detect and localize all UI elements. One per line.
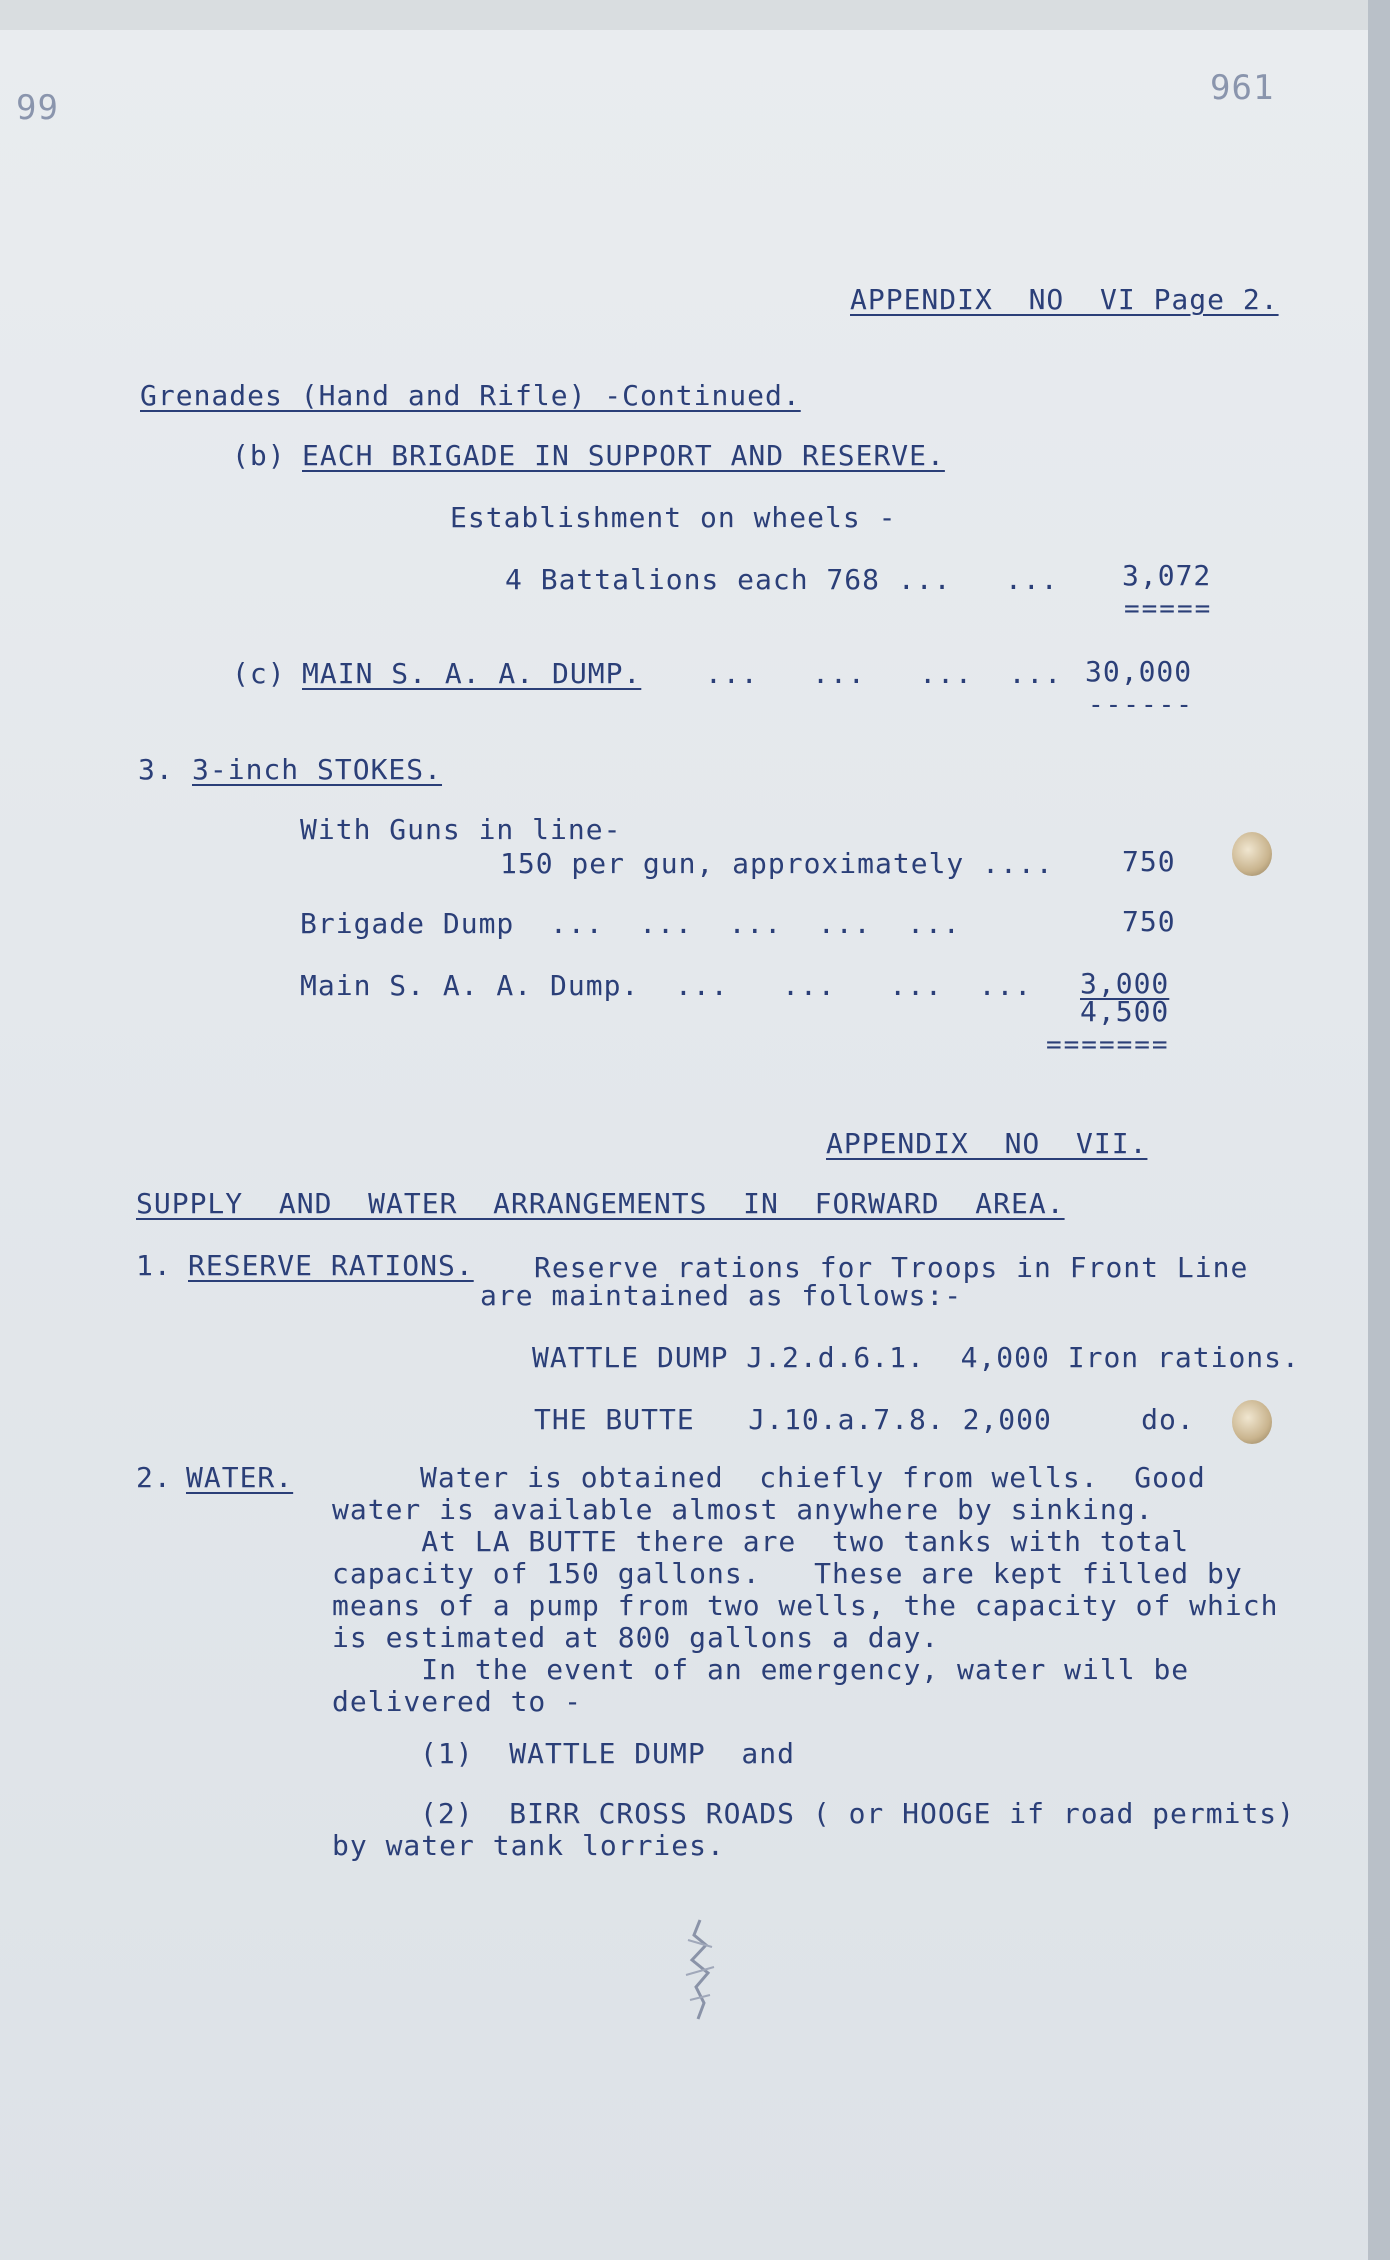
item-c-dots: ... ... ... ... [705, 657, 1063, 690]
main-dump-line: Main S. A. A. Dump. ... ... ... ... [300, 969, 1033, 1002]
water-line-2: water is available almost anywhere by sinking. [332, 1493, 1154, 1526]
water-line-3: At LA BUTTE there are two tanks with total [332, 1525, 1190, 1558]
water-line-1: Water is obtained chiefly from wells. Good [420, 1461, 1206, 1494]
water-line-4: capacity of 150 gallons. These are kept filled by [332, 1557, 1243, 1590]
establishment-text: Establishment on wheels - [450, 501, 897, 534]
guns-line-2: 150 per gun, approximately .... [500, 847, 1054, 880]
reserve-title: RESERVE RATIONS. [188, 1249, 474, 1282]
left-page-number: 99 [16, 88, 59, 128]
battalions-double-rule: ===== [1124, 594, 1213, 624]
water-line-7: In the event of an emergency, water will be [332, 1653, 1190, 1686]
delivery-item-2-cont: by water tank lorries. [332, 1829, 725, 1862]
main-dump-value: 3,000 [1080, 967, 1170, 1000]
brigade-dump-line: Brigade Dump ... ... ... ... ... [300, 907, 961, 940]
item-c-title: MAIN S. A. A. DUMP. [302, 657, 642, 690]
page-edge [1368, 0, 1390, 2260]
appendix-vii-title: SUPPLY AND WATER ARRANGEMENTS IN FORWARD AREA. [136, 1187, 1065, 1220]
reserve-text-1: Reserve rations for Troops in Front Line [534, 1251, 1249, 1284]
item-b-label: (b) [232, 439, 286, 472]
ink-stamp-mark [670, 1915, 730, 2025]
water-line-5: means of a pump from two wells, the capacity of which [332, 1589, 1279, 1622]
brigade-dump-value: 750 [1122, 905, 1176, 938]
guns-value: 750 [1122, 845, 1176, 878]
item-c-label: (c) [232, 657, 286, 690]
water-title: WATER. [186, 1461, 294, 1494]
guns-line-1: With Guns in line- [300, 813, 622, 846]
grenades-subtitle: Grenades (Hand and Rifle) -Continued. [140, 379, 801, 412]
stokes-total-value: 4,500 [1080, 995, 1170, 1028]
delivery-item-1: (1) WATTLE DUMP and [420, 1737, 796, 1770]
item-c-rule: ------ [1088, 690, 1194, 720]
the-butte-line: THE BUTTE J.10.a.7.8. 2,000 do. [534, 1403, 1195, 1436]
item-c-value: 30,000 [1085, 655, 1193, 688]
right-page-number: 961 [1210, 68, 1275, 108]
battalions-value: 3,072 [1122, 559, 1212, 592]
reserve-text-2: are maintained as follows:- [480, 1279, 963, 1312]
punch-hole-upper [1232, 832, 1272, 876]
stokes-total-rule: ======= [1046, 1030, 1170, 1060]
reserve-number: 1. [136, 1249, 172, 1282]
stokes-title: 3-inch STOKES. [192, 753, 443, 786]
stokes-number: 3. [138, 753, 174, 786]
water-number: 2. [136, 1461, 172, 1494]
wattle-dump-line: WATTLE DUMP J.2.d.6.1. 4,000 Iron rations. [532, 1341, 1300, 1374]
delivery-item-2: (2) BIRR CROSS ROADS ( or HOOGE if road permits) [420, 1797, 1296, 1830]
water-line-8: delivered to - [332, 1685, 583, 1718]
battalions-line: 4 Battalions each 768 ... ... [505, 563, 1059, 596]
appendix-vi-heading: APPENDIX NO VI Page 2. [850, 283, 1279, 316]
item-b-title: EACH BRIGADE IN SUPPORT AND RESERVE. [302, 439, 945, 472]
punch-hole-lower [1232, 1400, 1272, 1444]
water-line-6: is estimated at 800 gallons a day. [332, 1621, 940, 1654]
appendix-vii-heading: APPENDIX NO VII. [826, 1127, 1148, 1160]
